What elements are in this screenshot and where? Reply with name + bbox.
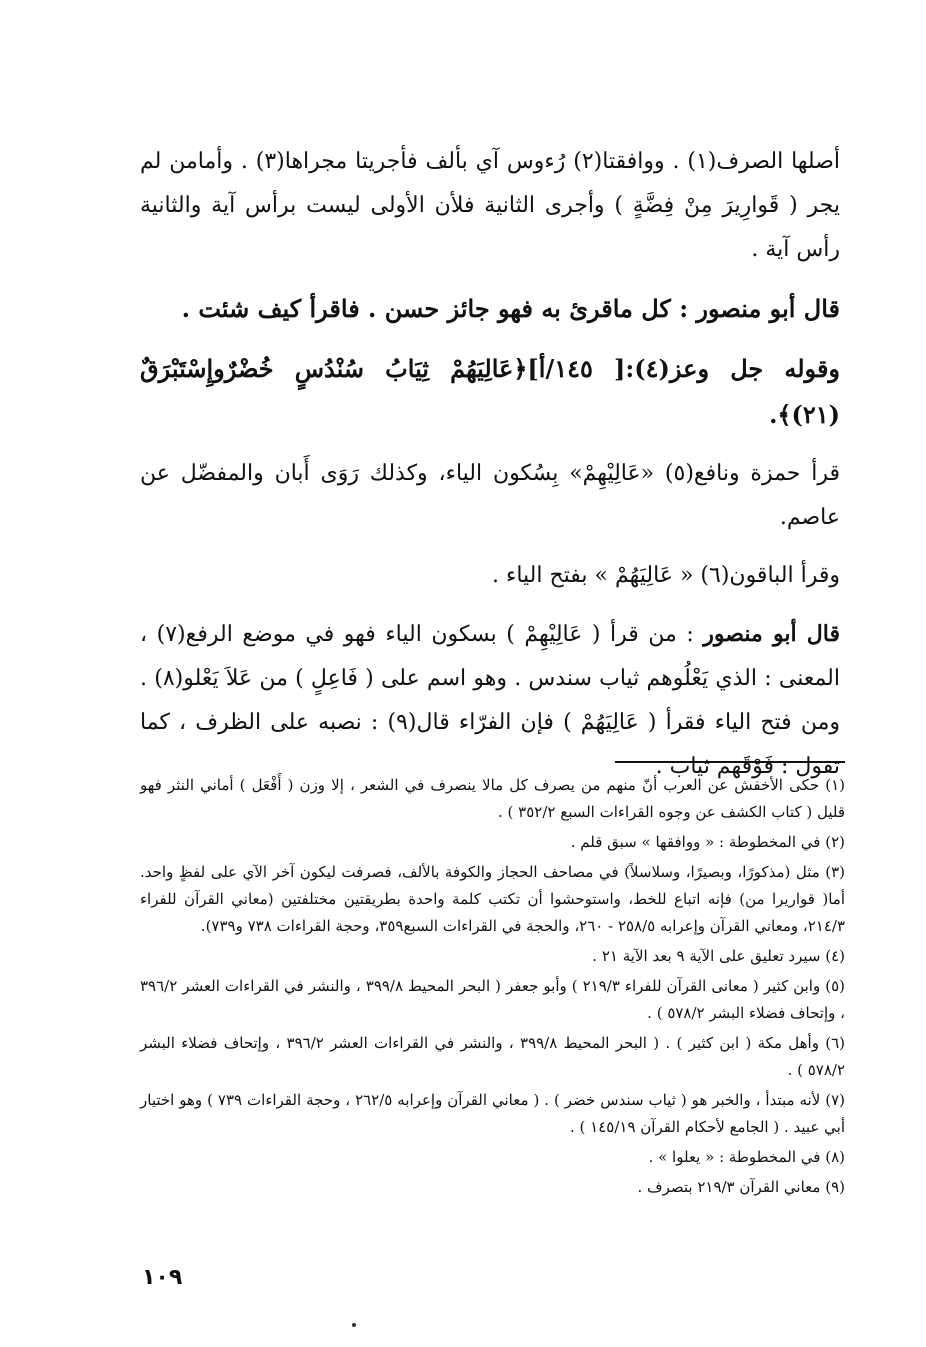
footnote-4: (٤) سيرد تعليق على الآية ٩ بعد الآية ٢١ . bbox=[592, 947, 845, 965]
paragraph-5 bbox=[140, 554, 840, 598]
footnote-6: (٦) وأهل مكة ( ابن كثير ) . ( البحر المحيط ٣٩٩/٨ ، والنشر في القراءات العشر ٣٩٦/٢ ، وإتحاف فضلاء البشر ٥٧٨/٢ ) . bbox=[140, 1034, 846, 1079]
paragraph-lead: قال أبو منصور bbox=[696, 294, 840, 323]
paragraph-2 bbox=[140, 286, 840, 332]
footnote-1: (١) حكى الأخفش عن العرب أنّ منهم من يصرف كل مالا ينصرف في الشعر ، إلا وزن ( أَفْعَل ) أماني النثر فهو قليل ( كتاب الكشف عن وجوه القراءات السبع ٣٥٢/٢ ) . bbox=[140, 776, 845, 821]
paragraph-1 bbox=[140, 140, 840, 272]
footnote-8: (٨) في المخطوطة : « يعلوا » . bbox=[648, 1148, 845, 1166]
paragraph-text: قرأ حمزة ونافع(٥) «عَالِيْهِمْ» بِسُكون الياء، وكذلك رَوَى أَبان والمفضّل عن عاصم. bbox=[140, 461, 841, 530]
paragraph-3-verse bbox=[140, 346, 840, 438]
paragraph-lead: قال أبو منصور bbox=[703, 621, 840, 647]
scan-speck bbox=[352, 1323, 356, 1327]
footnote-2: (٢) في المخطوطة : « ووافقها » سبق قلم . bbox=[570, 833, 845, 851]
paragraph-text: : من قرأ ( عَالِيْهِمْ ) بسكون الياء فهو في موضع الرفع(٧) ، المعنى : الذي يَعْلُوهم ثياب سندس . وهو اسم على ( فَاعِلٍ ) من عَلاَ يَعْلو(٨) . ومن فتح الياء فقرأ ( عَالِيَهُمْ ) فإن الفرّاء قال(٩) : نصبه على الظرف ، كما تقول : فَوْقَهم ثياب . bbox=[140, 622, 841, 779]
paragraph-text: : كل ماقرئ به فهو جائز حسن . فاقرأ كيف شئت . bbox=[181, 294, 697, 323]
footnote-divider bbox=[615, 761, 845, 763]
footnotes bbox=[140, 772, 845, 1204]
main-text bbox=[140, 140, 840, 803]
footnote-7: (٧) لأنه مبتدأ ، والخبر هو ( ثياب سندس خضر ) . ( معاني القرآن وإعرابه ٢٦٢/٥ ، وحجة القراءات ٧٣٩ ) وهو اختيار أبي عبيد . ( الجامع لأحكام القرآن ١٤٥/١٩ ) . bbox=[140, 1091, 845, 1136]
page-number: ١٠٩ bbox=[142, 1265, 183, 1290]
paragraph-text: أصلها الصرف(١) . ووافقتا(٢) رُءوس آي بألف فأجريتا مجراها(٣) . وأمامن لم يجر ( قَوارِيرَ مِنْ فِضَّةٍ ) وأجرى الثانية فلأن الأولى ليست برأس آية والثانية رأس آية . bbox=[140, 149, 840, 262]
footnote-9: (٩) معاني القرآن ٢١٩/٣ بتصرف . bbox=[637, 1178, 845, 1196]
footnote-5: (٥) وابن كثير ( معانى القرآن للفراء ٢١٩/٣ ) وأبو جعفر ( البحر المحيط ٣٩٩/٨ ، والنشر في القراءات العشر ٣٩٦/٢ ، وإتحاف فضلاء البشر ٥٧٨/٢ ) . bbox=[140, 977, 846, 1022]
paragraph-text: وقرأ الباقون(٦) « عَالِيَهُمْ » بفتح الياء . bbox=[491, 563, 840, 588]
footnote-3: (٣) مثل (مذكورًا، وبصيرًا، وسلاسلاً) في مصاحف الحجاز والكوفة بالألف، فصرفت ليكون آخر الآي على لفظٍ واحد. أما( قواريرا من) فإنه اتباع للخط، واستوحشوا أن تكتب كلمة واحدة بطريقتين مختلفتين (معاني القرآن للفراء ٢١٤/٣، ومعاني القرآن وإعرابه ٢٥٨/٥ - ٢٦٠، والحجة في القراءات السبع٣٥٩، وحجة القراءات ٧٣٨ و٧٣٩). bbox=[140, 863, 845, 935]
paragraph-4 bbox=[140, 452, 840, 540]
paragraph-text: وقوله جل وعز(٤):[ ١٤٥/أ]﴿عَالِيَهُمْ ثِيَابُ سُنْدُسٍ خُضْرٌوإِسْتَبْرَقٌ (٢١)﴾. bbox=[140, 354, 841, 429]
